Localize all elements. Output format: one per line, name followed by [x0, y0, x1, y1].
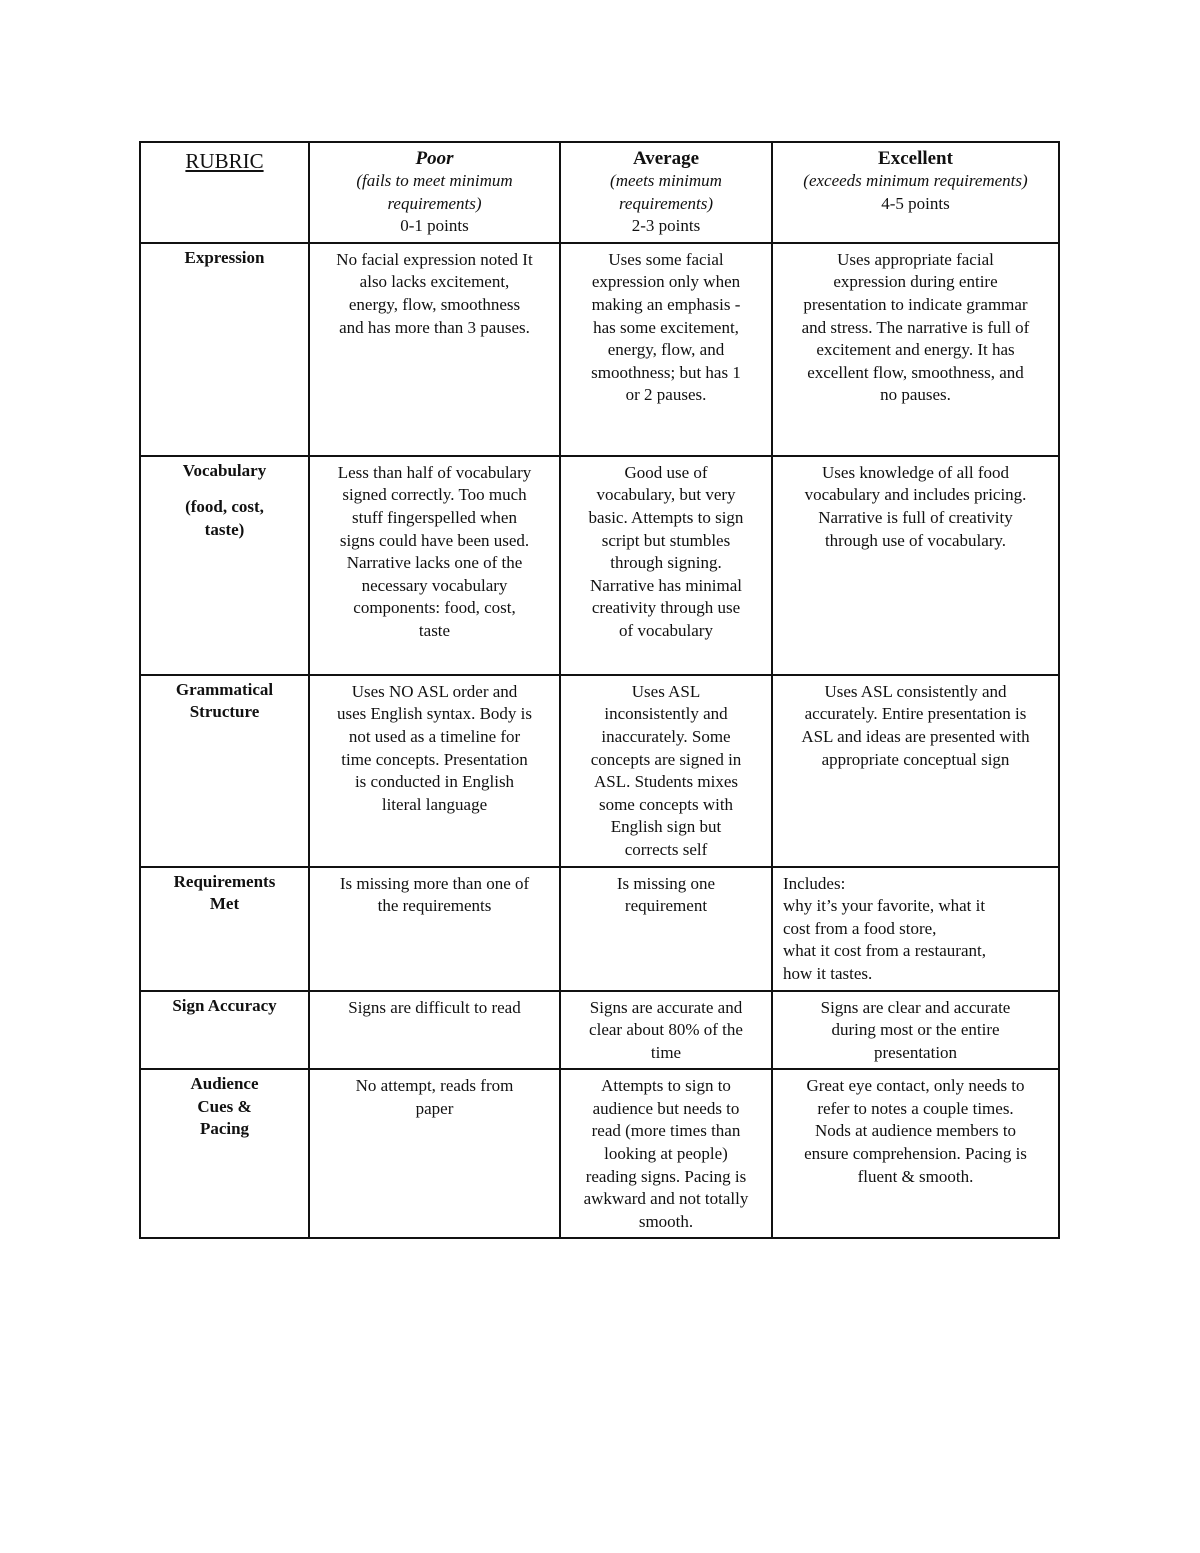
criterion-label: Audience	[190, 1074, 259, 1094]
poor-description-line: also lacks excitement,	[359, 272, 510, 292]
average-description-line: Attempts to sign to	[601, 1076, 731, 1096]
criterion-cell	[140, 456, 309, 675]
average-description-line: looking at people)	[604, 1144, 728, 1164]
average-description-line: reading signs. Pacing is	[585, 1166, 747, 1186]
header-poor-cell	[309, 142, 560, 243]
header-average-cell	[560, 142, 772, 243]
criterion-label: Cues &	[197, 1096, 252, 1116]
criterion-cell	[140, 991, 309, 1070]
poor-description-line: signed correctly. Too much	[342, 485, 527, 505]
average-cell	[560, 243, 772, 456]
excellent-description-line: Great eye contact, only needs to	[806, 1076, 1025, 1096]
criterion-cell	[140, 867, 309, 991]
average-description-line: or 2 pauses.	[625, 385, 707, 405]
average-cell	[560, 867, 772, 991]
excellent-description-line: presentation to indicate grammar	[803, 294, 1028, 314]
average-description-line: corrects self	[624, 839, 708, 859]
poor-description-line: No facial expression noted It	[336, 249, 533, 269]
poor-description-line: necessary vocabulary	[361, 575, 508, 595]
average-description-line: concepts are signed in	[590, 749, 742, 769]
excellent-subtitle-line: (exceeds minimum requirements)	[803, 171, 1028, 190]
header-rubric-cell	[140, 142, 309, 243]
poor-subtitle-line: requirements)	[387, 193, 482, 213]
excellent-description-line: cost from a food store,	[783, 918, 937, 938]
average-description-line: has some excitement,	[593, 317, 739, 337]
average-description-line: smoothness; but has 1	[591, 362, 741, 382]
table-row	[140, 1069, 1059, 1238]
average-description-line: Uses some facial	[608, 249, 724, 269]
average-description-line: read (more times than	[591, 1121, 741, 1141]
excellent-description-line: through use of vocabulary.	[824, 530, 1007, 550]
table-row	[140, 675, 1059, 867]
criterion-label: Pacing	[199, 1119, 250, 1139]
excellent-description-line: Uses knowledge of all food	[822, 462, 1009, 482]
excellent-description-line: Uses appropriate facial	[837, 249, 994, 269]
table-row	[140, 456, 1059, 675]
criterion-cell	[140, 675, 309, 867]
average-description-line: requirement	[624, 896, 708, 916]
table-row	[140, 243, 1059, 456]
average-description-line: energy, flow, and	[607, 340, 725, 360]
criterion-label: Requirements	[173, 871, 276, 891]
poor-cell	[309, 1069, 560, 1238]
average-description-line: audience but needs to	[592, 1098, 740, 1118]
poor-points: 0-1 points	[400, 216, 469, 236]
average-cell	[560, 1069, 772, 1238]
excellent-description-line: Signs are clear and accurate	[820, 997, 1011, 1017]
excellent-description-line: Uses ASL consistently and	[824, 681, 1007, 701]
average-subtitle-line: requirements)	[618, 193, 714, 213]
poor-description-line: the requirements	[377, 896, 492, 916]
poor-description-line: Is missing more than one of	[339, 873, 530, 893]
poor-description-line: Signs are difficult to read	[348, 997, 521, 1017]
average-description-line: smooth.	[638, 1211, 694, 1231]
average-description-line: expression only when	[591, 272, 741, 292]
poor-description-line: literal language	[381, 794, 488, 814]
excellent-description-line: vocabulary and includes pricing.	[804, 485, 1027, 505]
average-description-line: Uses ASL	[631, 681, 701, 701]
excellent-cell	[772, 675, 1059, 867]
poor-description-line: paper	[415, 1098, 454, 1118]
header-excellent-cell	[772, 142, 1059, 243]
criterion-cell	[140, 243, 309, 456]
poor-cell	[309, 991, 560, 1070]
poor-description-line: time concepts. Presentation	[341, 749, 528, 769]
criterion-label	[145, 482, 304, 496]
excellent-description-line: fluent & smooth.	[857, 1166, 974, 1186]
average-description-line: English sign but	[610, 817, 722, 837]
average-description-line: Is missing one	[616, 873, 716, 893]
average-cell	[560, 456, 772, 675]
average-title: Average	[632, 148, 700, 169]
excellent-cell	[772, 1069, 1059, 1238]
poor-description-line: signs could have been used.	[339, 530, 530, 550]
poor-cell	[309, 243, 560, 456]
excellent-description-line: expression during entire	[833, 272, 998, 292]
criterion-label: Vocabulary	[182, 460, 267, 480]
excellent-title: Excellent	[878, 148, 953, 169]
average-description-line: inaccurately. Some	[601, 726, 731, 746]
poor-description-line: taste	[418, 620, 451, 640]
poor-description-line: not used as a timeline for	[348, 726, 521, 746]
excellent-description-line: ensure comprehension. Pacing is	[804, 1144, 1027, 1164]
poor-description-line: Narrative lacks one of the	[346, 553, 523, 573]
excellent-description-line: during most or the entire	[831, 1020, 1000, 1040]
poor-description-line: components: food, cost,	[353, 598, 516, 618]
average-points: 2-3 points	[631, 216, 701, 236]
excellent-description-line: Includes:	[783, 873, 846, 893]
average-description-line: time	[650, 1042, 682, 1062]
average-description-line: Good use of	[624, 462, 708, 482]
criterion-label: Expression	[184, 247, 265, 267]
poor-cell	[309, 867, 560, 991]
excellent-description-line: no pauses.	[880, 385, 951, 405]
average-cell	[560, 991, 772, 1070]
criterion-label: (food, cost,	[185, 497, 264, 517]
average-description-line: through signing.	[610, 553, 722, 573]
average-description-line: vocabulary, but very	[596, 485, 736, 505]
excellent-description-line: refer to notes a couple times.	[817, 1098, 1014, 1118]
excellent-description-line: what it cost from a restaurant,	[783, 941, 986, 961]
average-subtitle-line: (meets minimum	[610, 171, 722, 190]
poor-description-line: Less than half of vocabulary	[337, 462, 532, 482]
excellent-description-line: accurately. Entire presentation is	[804, 704, 1027, 724]
excellent-cell	[772, 991, 1059, 1070]
average-cell	[560, 675, 772, 867]
average-description-line: script but stumbles	[601, 530, 731, 550]
poor-description-line: and has more than 3 pauses.	[339, 317, 530, 337]
criterion-label: Met	[209, 894, 240, 914]
rubric-table	[139, 141, 1060, 1239]
excellent-description-line: appropriate conceptual sign	[821, 749, 1010, 769]
criterion-label: Sign Accuracy	[172, 995, 277, 1015]
excellent-description-line: and stress. The narrative is full of	[801, 317, 1030, 337]
average-description-line: clear about 80% of the	[589, 1020, 743, 1040]
average-description-line: Narrative has minimal	[589, 575, 742, 595]
header-row	[140, 142, 1059, 243]
average-description-line: some concepts with	[598, 794, 734, 814]
criterion-label: Grammatical	[175, 679, 274, 699]
excellent-description-line: excellent flow, smoothness, and	[807, 362, 1024, 382]
table-row	[140, 991, 1059, 1070]
average-description-line: inconsistently and	[604, 704, 728, 724]
average-description-line: basic. Attempts to sign	[588, 507, 744, 527]
excellent-description-line: ASL and ideas are presented with	[801, 726, 1030, 746]
average-description-line: of vocabulary	[619, 620, 713, 640]
criterion-label: taste)	[204, 519, 245, 539]
poor-title: Poor	[415, 148, 454, 169]
average-description-line: ASL. Students mixes	[593, 772, 739, 792]
excellent-description-line: Nods at audience members to	[814, 1121, 1017, 1141]
poor-cell	[309, 675, 560, 867]
rubric-title: RUBRIC	[185, 149, 264, 173]
average-description-line: Signs are accurate and	[589, 997, 743, 1017]
average-description-line: creativity through use	[591, 598, 741, 618]
excellent-description-line: Narrative is full of creativity	[818, 507, 1013, 527]
excellent-description-line: why it’s your favorite, what it	[783, 896, 986, 916]
average-description-line: awkward and not totally	[583, 1189, 749, 1209]
table-row	[140, 867, 1059, 991]
excellent-description-line: how it tastes.	[783, 963, 873, 983]
poor-description-line: Uses NO ASL order and	[351, 681, 518, 701]
excellent-cell	[772, 867, 1059, 991]
excellent-cell	[772, 243, 1059, 456]
poor-description-line: stuff fingerspelled when	[352, 507, 517, 527]
poor-description-line: energy, flow, smoothness	[348, 294, 521, 314]
excellent-cell	[772, 456, 1059, 675]
poor-description-line: uses English syntax. Body is	[336, 704, 533, 724]
excellent-description-line: excitement and energy. It has	[816, 340, 1015, 360]
poor-description-line: No attempt, reads from	[355, 1076, 514, 1096]
poor-description-line: is conducted in English	[354, 772, 515, 792]
average-description-line: making an emphasis -	[591, 294, 741, 314]
excellent-points: 4-5 points	[881, 193, 950, 213]
criterion-cell	[140, 1069, 309, 1238]
criterion-label: Structure	[189, 702, 260, 722]
poor-subtitle-line: (fails to meet minimum	[356, 171, 513, 190]
excellent-description-line: presentation	[873, 1042, 958, 1062]
poor-cell	[309, 456, 560, 675]
